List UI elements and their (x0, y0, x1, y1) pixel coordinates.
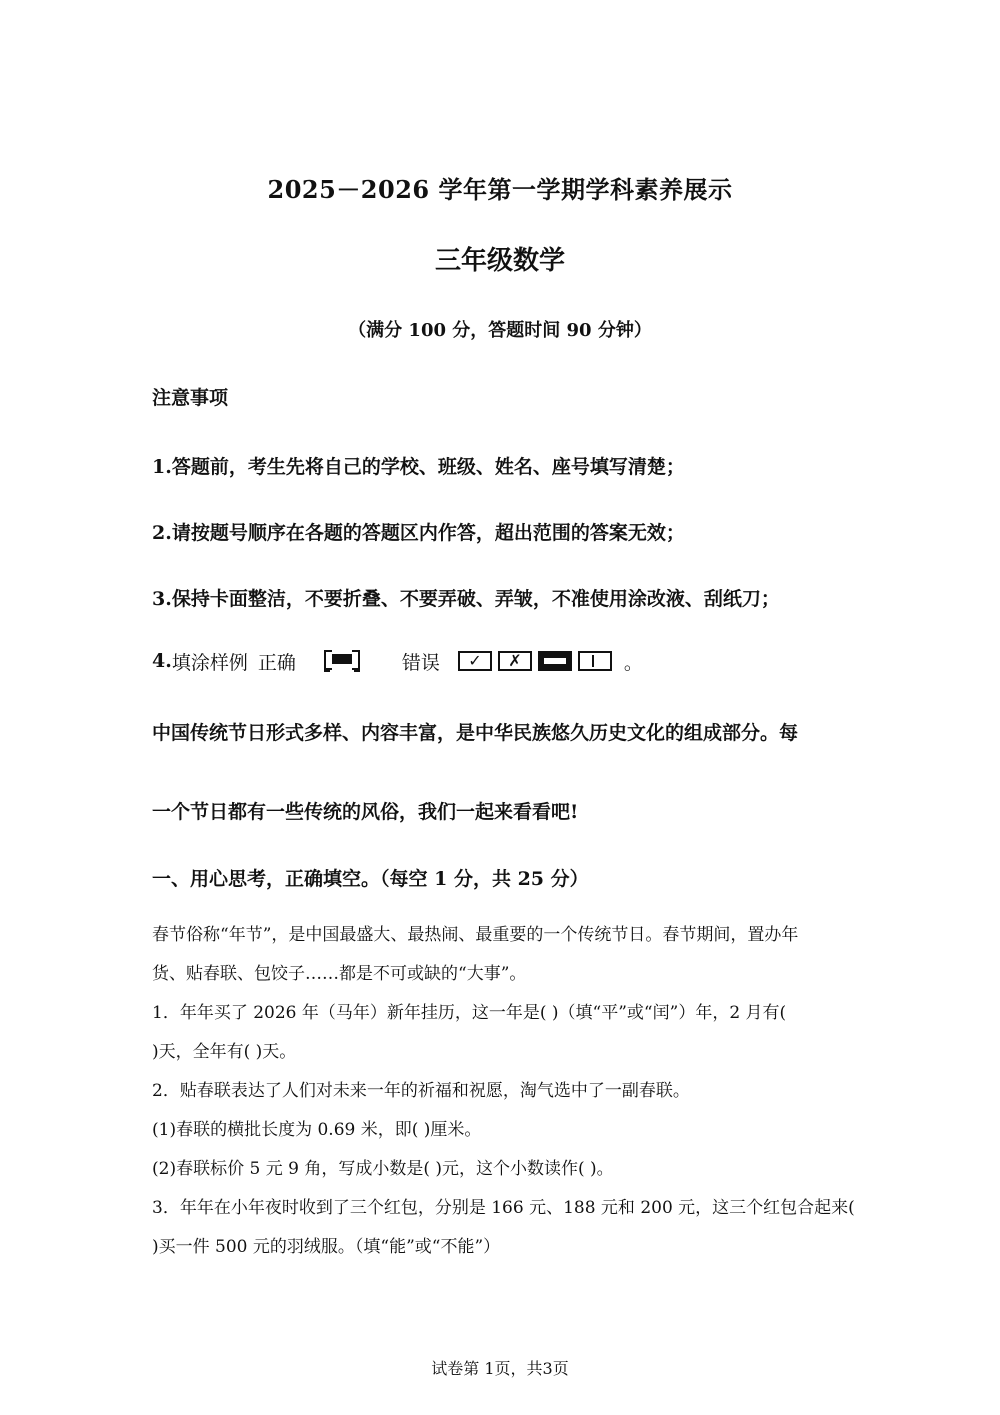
over-fill-wrong-icon (538, 651, 572, 671)
notice-item-2: 2.请按题号顺序在各题的答题区内作答，超出范围的答案无效； (152, 522, 685, 544)
intro-line-2: 一个节日都有一些传统的风俗，我们一起来看看吧! (152, 801, 579, 823)
section-1-para-line-2: 货、贴春联、包饺子……都是不可或缺的“大事”。 (152, 964, 527, 984)
exam-subtitle: 三年级数学 (434, 246, 565, 276)
question-3-line-2: )买一件 500 元的羽绒服。（填“能”或“不能”） (152, 1237, 501, 1257)
question-3-line-1: 3．年年在小年夜时收到了三个红包，分别是 166 元、188 元和 200 元，这三个红包合起来( (152, 1198, 855, 1218)
score-info: （满分 100 分，答题时间 90 分钟） (348, 320, 652, 341)
notice-item-4-number: 4. (152, 650, 172, 672)
question-2-1: (1)春联的横批长度为 0.69 米，即( )厘米。 (152, 1120, 482, 1140)
fill-sample-label: 填涂样例 (171, 651, 248, 674)
cross-mark-wrong-icon: ✗ (498, 651, 532, 671)
wrong-fill-samples (458, 651, 612, 671)
section-1-heading: 一、用心思考，正确填空。（每空 1 分，共 25 分） (152, 868, 589, 890)
page-footer: 试卷第 1页，共3页 (431, 1359, 569, 1378)
correct-fill-sample-icon (324, 650, 360, 672)
wrong-label: 错误 (401, 651, 440, 674)
notice-item-1: 1.答题前，考生先将自己的学校、班级、姓名、座号填写清楚； (152, 456, 685, 478)
intro-line-1: 中国传统节日形式多样、内容丰富，是中华民族悠久历史文化的组成部分。每 (152, 722, 799, 744)
notice-item-4-end: 。 (623, 651, 643, 674)
notice-item-4 (152, 641, 643, 681)
notice-heading: 注意事项 (152, 387, 229, 409)
section-1-para-line-1: 春节俗称“年节”，是中国最盛大、最热闹、最重要的一个传统节日。春节期间，置办年 (152, 925, 799, 945)
question-1-line-2: )天，全年有( )天。 (152, 1042, 297, 1062)
question-2-2: (2)春联标价 5 元 9 角，写成小数是( )元，这个小数读作( )。 (152, 1159, 614, 1179)
notice-item-3: 3.保持卡面整洁，不要折叠、不要弄破、弄皱，不准使用涂改液、刮纸刀； (152, 588, 780, 610)
question-2: 2．贴春联表达了人们对未来一年的祈福和祝愿，淘气选中了一副春联。 (152, 1081, 690, 1101)
question-1-line-1: 1．年年买了 2026 年（马年）新年挂历，这一年是( )（填“平”或“闰”）年，2 月有( (152, 1003, 787, 1023)
exam-title: 2025－2026 学年第一学期学科素养展示 (267, 175, 733, 204)
check-mark-wrong-icon: ✓ (458, 651, 492, 671)
correct-label: 正确 (257, 651, 296, 674)
partial-fill-wrong-icon (578, 651, 612, 671)
